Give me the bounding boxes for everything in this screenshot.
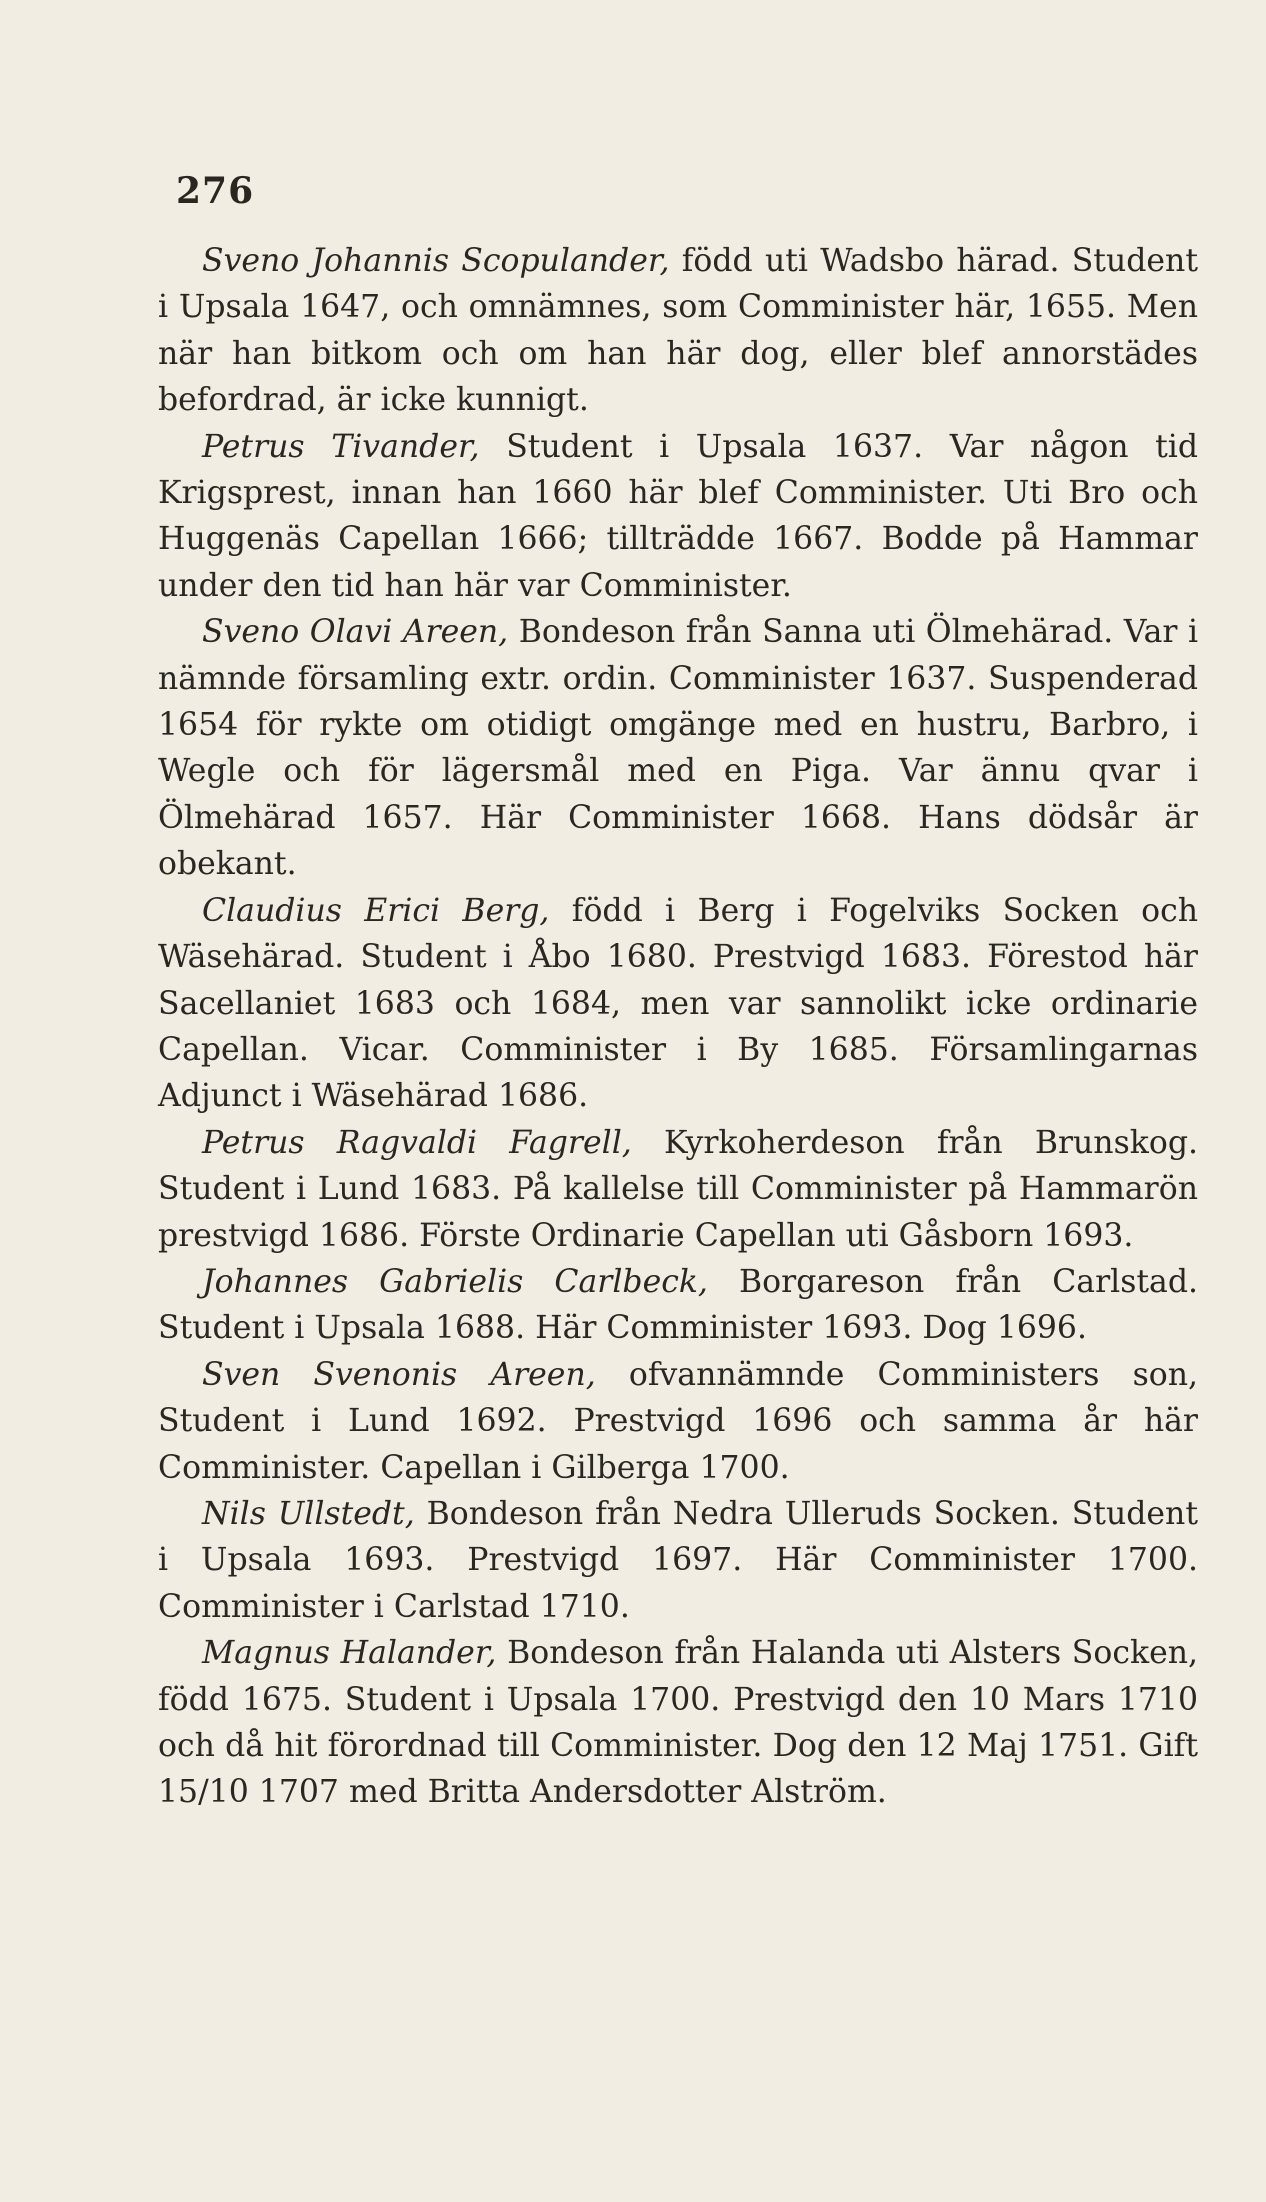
entry-name: Sveno Johannis Scopulander,	[202, 243, 670, 279]
entry-name: Claudius Erici Berg,	[202, 892, 550, 929]
entry-text: född i Berg i Fogelviks Socken och Wäsehärad. Student i Åbo 1680. Prestvigd 1683. Förestod här Sacellaniet 1683 och 1684, men var sannolikt icke ordinarie Capellan. Vicar. Comminister i By 1685. Församlingarnas Adjunct i Wäsehärad 1686.	[158, 892, 1199, 1115]
page-number: 276	[176, 170, 255, 212]
entry-name: Petrus Tivander,	[202, 428, 480, 465]
entry-text: Bondeson från Sanna uti Ölmehärad. Var i nämnde församling extr. ordin. Comminister 1637. Suspenderad 1654 för rykte om otidigt omgänge med en hustru, Barbro, i Wegle och för lägersmål med en Piga. Var ännu qvar i Ölmehärad 1657. Här Comminister 1668. Hans dödsår är obekant.	[158, 614, 1199, 883]
entry-text: Kyrkoherdeson från Brunskog. Student i Lund 1683. På kallelse till Comminister på Hammarön prestvigd 1686. Förste Ordinarie Capellan uti Gåsborn 1693.	[158, 1124, 1198, 1254]
entry-name: Nils Ullstedt,	[202, 1495, 415, 1532]
entry-name: Magnus Halander,	[202, 1635, 497, 1672]
entry-name: Petrus Ragvaldi Fagrell,	[202, 1124, 632, 1161]
entry-berg	[158, 888, 1198, 1120]
entry-text: Bondeson från Halanda uti Alsters Socken, född 1675. Student i Upsala 1700. Prestvigd den 10 Mars 1710 och då hit förordnad till Comminister. Dog den 12 Maj 1751. Gift 15/10 1707 med Britta Andersdotter Alström.	[158, 1635, 1199, 1811]
entry-text: ofvannämnde Comministers son, Student i Lund 1692. Prestvigd 1696 och samma år här Comminister. Capellan i Gilberga 1700.	[158, 1356, 1199, 1486]
entry-name: Sven Svenonis Areen,	[202, 1356, 596, 1393]
entry-areen-sveno	[158, 609, 1198, 887]
entry-text: född uti Wadsbo härad. Student i Upsala 1647, och omnämnes, som Comminister här, 1655. Men när han bitkom och om han här dog, eller blef annorstädes befordrad, är icke kunnigt.	[158, 243, 1198, 419]
entry-halander	[158, 1630, 1198, 1816]
entry-text: Student i Upsala 1637. Var någon tid Krigsprest, innan han 1660 här blef Comminister. Uti Bro och Huggenäs Capellan 1666; tillträdde 1667. Bodde på Hammar under den tid han här var Comminister.	[158, 428, 1199, 604]
entry-text: Bondeson från Nedra Ulleruds Socken. Student i Upsala 1693. Prestvigd 1697. Här Comminister 1700. Comminister i Carlstad 1710.	[158, 1495, 1198, 1625]
entry-ullstedt	[158, 1491, 1198, 1630]
entry-text: Borgareson från Carlstad. Student i Upsala 1688. Här Comminister 1693. Dog 1696.	[158, 1263, 1198, 1347]
entry-scopulander	[158, 238, 1198, 424]
entry-fagrell	[158, 1120, 1198, 1259]
entry-areen-sven	[158, 1352, 1198, 1491]
entry-tivander	[158, 424, 1198, 610]
entry-name: Sveno Olavi Areen,	[202, 614, 509, 651]
text-block	[158, 238, 1198, 1816]
entry-carlbeck	[158, 1259, 1198, 1352]
entry-name: Johannes Gabrielis Carlbeck,	[202, 1263, 708, 1300]
